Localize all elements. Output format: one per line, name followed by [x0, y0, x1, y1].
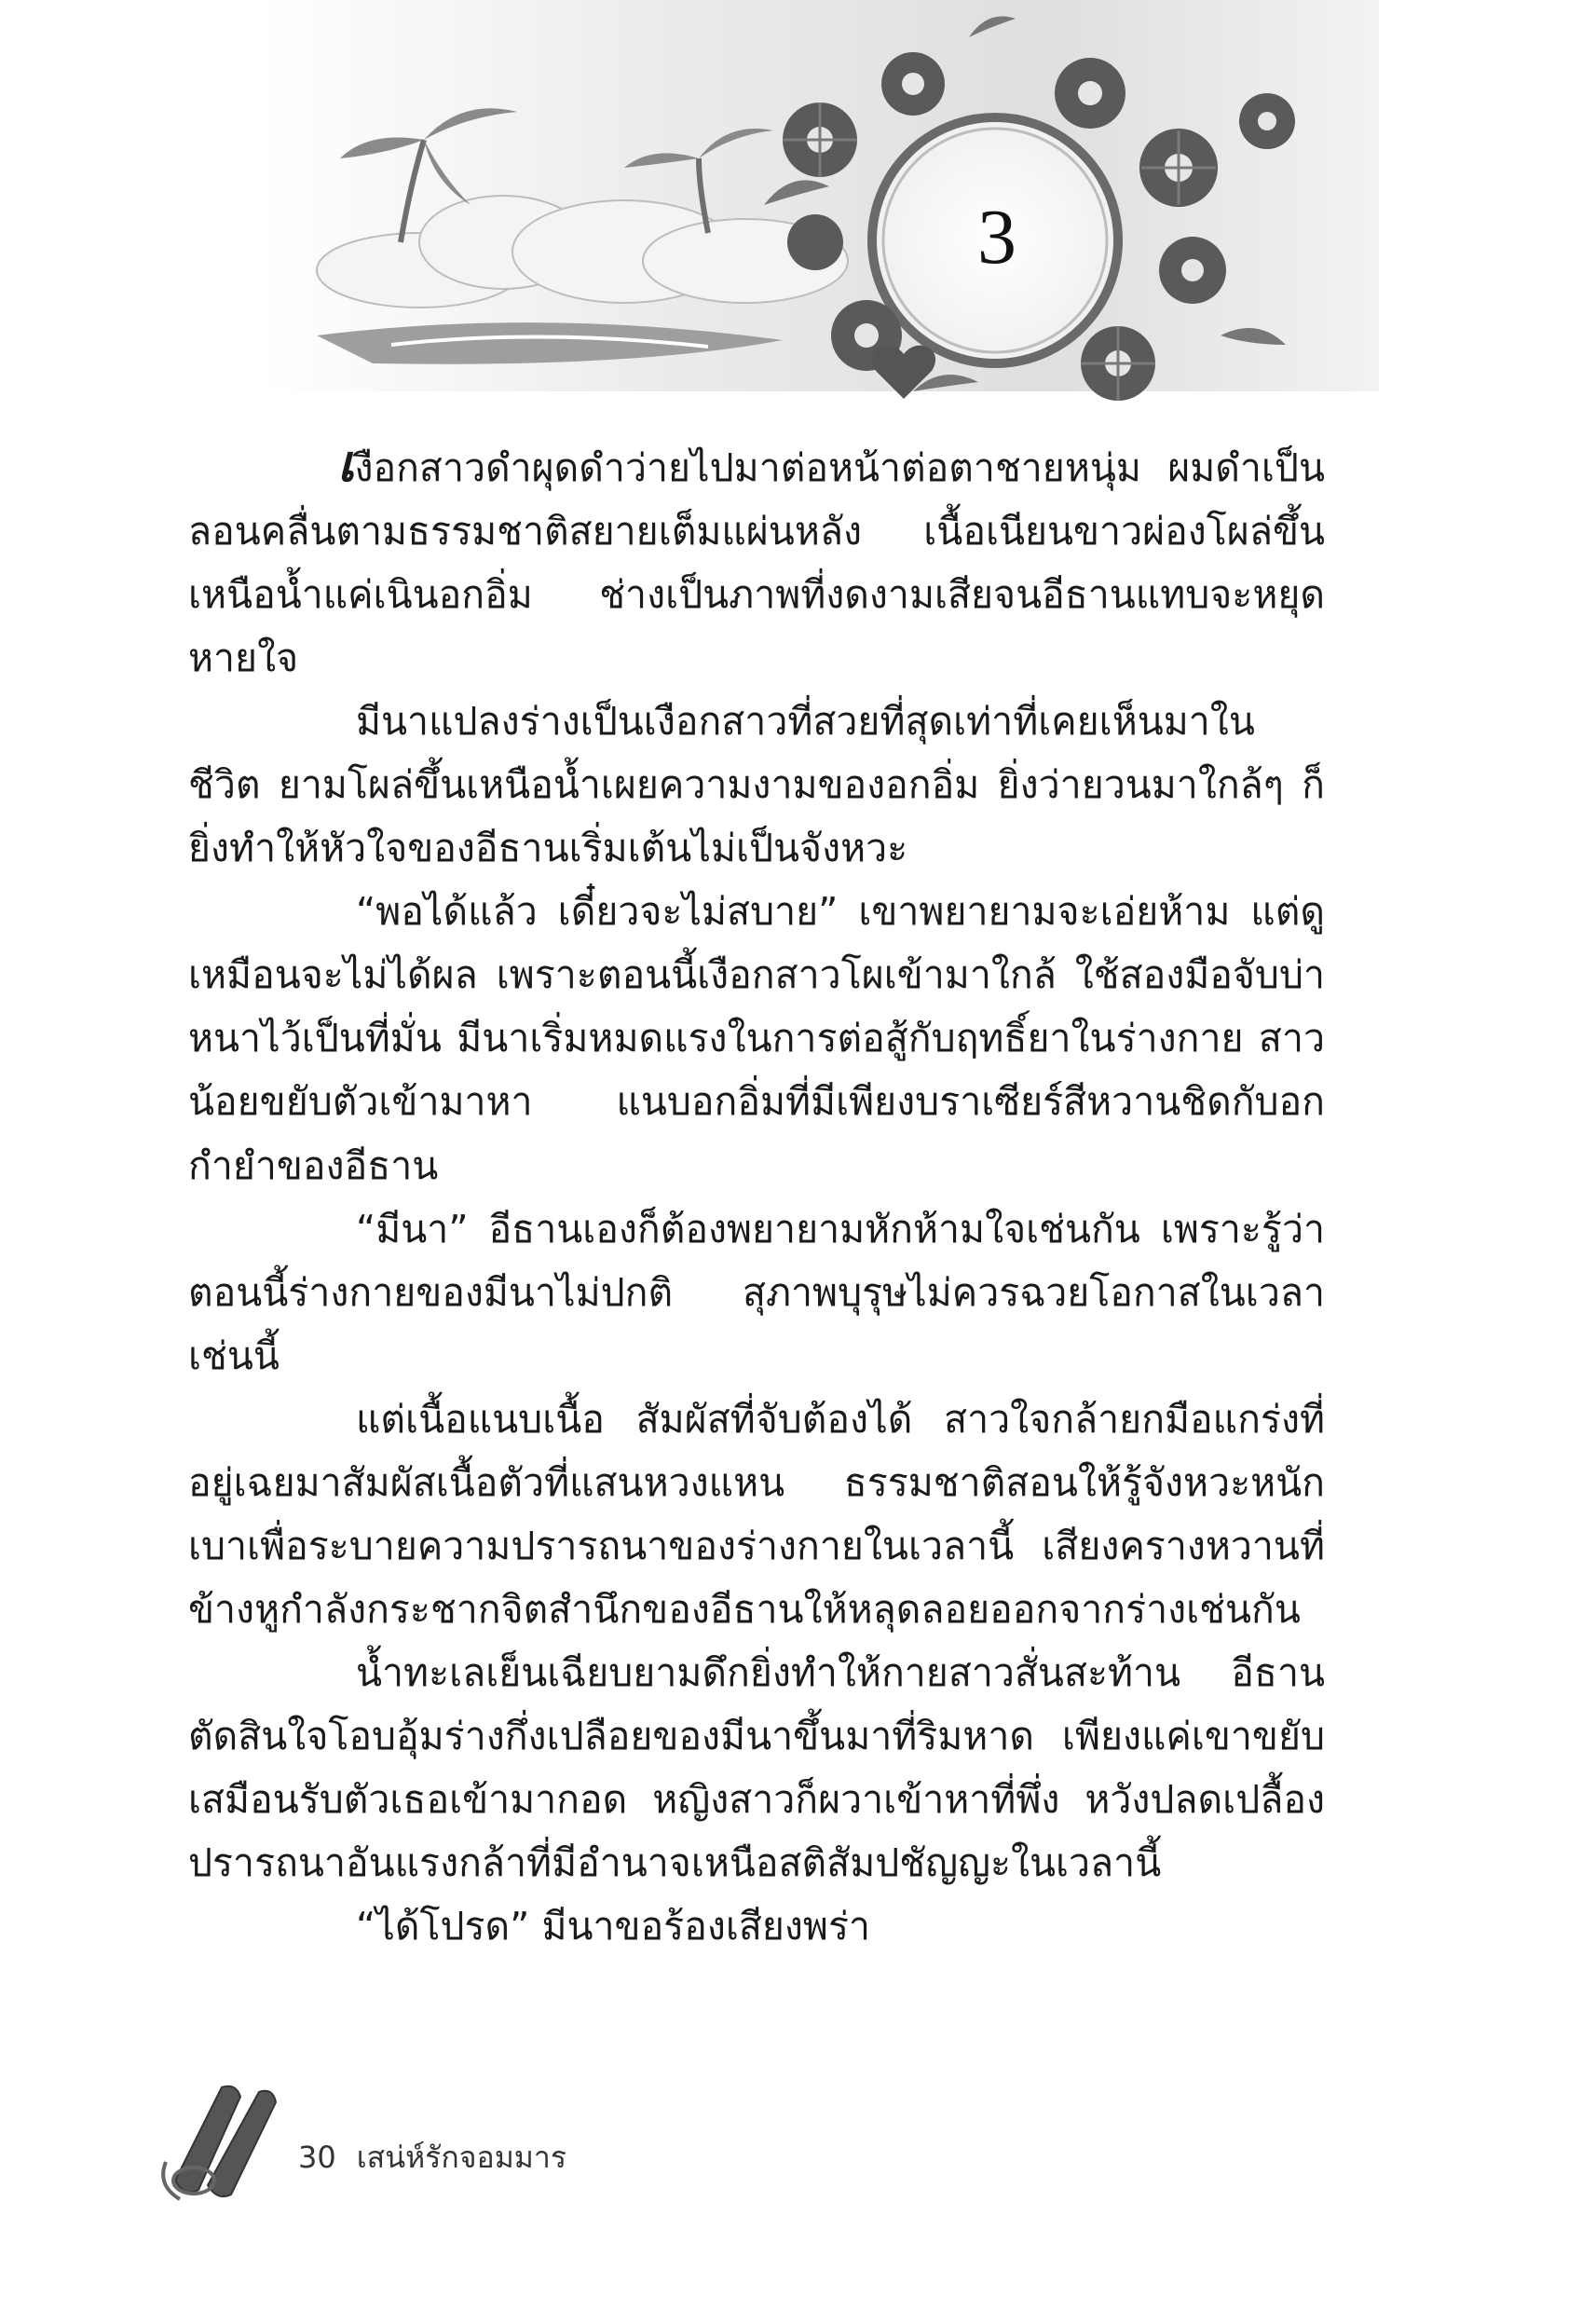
paragraph: “พอได้แล้ว เดี๋ยวจะไม่สบาย” เขาพยายามจะเอ่ยห้าม แต่ดูเหมือนจะไม่ได้ผล เพราะตอนนี้เงือกสาวโผเข้ามาใกล้ ใช้สองมือจับบ่าหนาไว้เป็นที่มั่น มีนาเริ่มหมดแรงในการต่อสู้กับฤทธิ์ยาในร่างกาย สาวน้อยขยับตัวเข้ามาหา แนบอกอิ่มที่มีเพียงบราเซียร์สีหวานชิดกับอกกำยำของอีธาน [188, 889, 1325, 1188]
chapter-number: 3 [977, 194, 1016, 280]
paragraph: แต่เนื้อแนบเนื้อ สัมผัสที่จับต้องได้ สาวใจกล้ายกมือแกร่งที่อยู่เฉยมาสัมผัสเนื้อตัวที่แสนหวงแหน ธรรมชาติสอนให้รู้จังหวะหนักเบาเพื่อระบายความปรารถนาของร่างกายในเวลานี้ เสียงครางหวานที่ข้างหูกำลังกระชากจิตสำนึกของอีธานให้หลุดลอยออกจากร่างเช่นกัน [188, 1396, 1325, 1632]
book-title: เสน่ห์รักจอมมาร [356, 2140, 567, 2175]
paragraph [188, 433, 1325, 690]
page-number: 30 [298, 2140, 336, 2175]
chapter-header-illustration [261, 0, 1379, 410]
paragraph: มีนาแปลงร่างเป็นเงือกสาวที่สวยที่สุดเท่าที่เคยเห็นมาในชีวิต ยามโผล่ขึ้นเหนือน้ำเผยความงามของอกอิ่ม ยิ่งว่ายวนมาใกล้ๆ ก็ยิ่งทำให้หัวใจของอีธานเริ่มเต้นไม่เป็นจังหวะ [188, 699, 1325, 871]
paragraph-text: งือกสาวดำผุดดำว่ายไปมาต่อหน้าต่อตาชายหนุ่ม ผมดำเป็นลอนคลื่นตามธรรมชาติสยายเต็มแผ่นหลัง เนื้อเนียนขาวผ่องโผล่ขึ้นเหนือน้ำแค่เนินอกอิ่ม ช่างเป็นภาพที่งดงามเสียจนอีธานแทบจะหยุดหายใจ [188, 445, 1325, 681]
paragraph: “ได้โปรด” มีนาขอร้องเสียงพร่า [356, 1904, 870, 1949]
paragraph: น้ำทะเลเย็นเฉียบยามดึกยิ่งทำให้กายสาวสั่นสะท้าน อีธานตัดสินใจโอบอุ้มร่างกึ่งเปลือยของมีนาขึ้นมาที่ริมหาด เพียงแค่เขาขยับเสมือนรับตัวเธอเข้ามากอด หญิงสาวก็ผวาเข้าหาที่พึ่ง หวังปลดเปลื้องปรารถนาอันแรงกล้าที่มีอำนาจเหนือสติสัมปชัญญะในเวลานี้ [188, 1649, 1325, 1886]
chapter-body [188, 433, 1325, 1958]
snorkel-fins-icon [157, 2069, 296, 2208]
drop-cap: เ [337, 433, 355, 493]
paragraph: “มีนา” อีธานเองก็ต้องพยายามหักห้ามใจเช่นกัน เพราะรู้ว่าตอนนี้ร่างกายของมีนาไม่ปกติ สุภาพบุรุษไม่ควรฉวยโอกาสในเวลาเช่นนี้ [188, 1206, 1325, 1378]
page-footer [298, 2134, 566, 2181]
